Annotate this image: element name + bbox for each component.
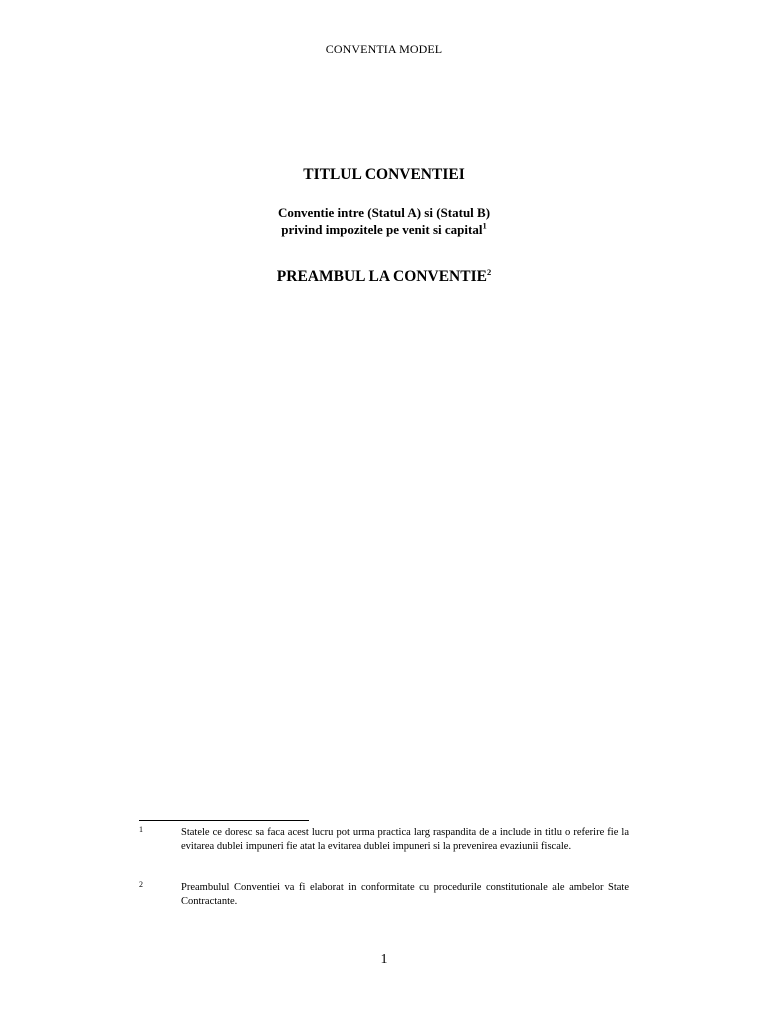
footnote-text: Statele ce doresc sa faca acest lucru pot urma practica larg raspandita de a include in titlu o referire fie la evitarea dublei impuneri fie atat la evitarea dublei impuneri si la prevenirea evaziunii fiscale.	[181, 827, 629, 852]
footnote-2	[139, 881, 629, 909]
preamble-heading-text: PREAMBUL LA CONVENTIE	[276, 268, 487, 285]
preamble-heading	[0, 268, 768, 286]
document-title: TITLUL CONVENTIEI	[303, 166, 465, 183]
footnote-separator	[139, 820, 309, 821]
running-header: CONVENTIA MODEL	[325, 42, 443, 56]
footnote-number: 1	[139, 825, 143, 834]
subtitle-line-2	[0, 221, 768, 238]
footnote-text: Preambulul Conventiei va fi elaborat in conformitate cu procedurile constitutionale ale ambelor State Contractante.	[181, 882, 629, 907]
footnote-number: 2	[139, 880, 143, 889]
footnote-ref-1[interactable]: 1	[482, 220, 487, 231]
subtitle-line-2-text: privind impozitele pe venit si capital	[281, 222, 483, 237]
subtitle-line-1: Conventie intre (Statul A) si (Statul B)	[277, 205, 491, 220]
page-number: 1	[380, 952, 388, 967]
document-subtitle	[0, 204, 768, 238]
footnote-1	[139, 826, 629, 854]
footnote-ref-2[interactable]: 2	[486, 266, 492, 277]
